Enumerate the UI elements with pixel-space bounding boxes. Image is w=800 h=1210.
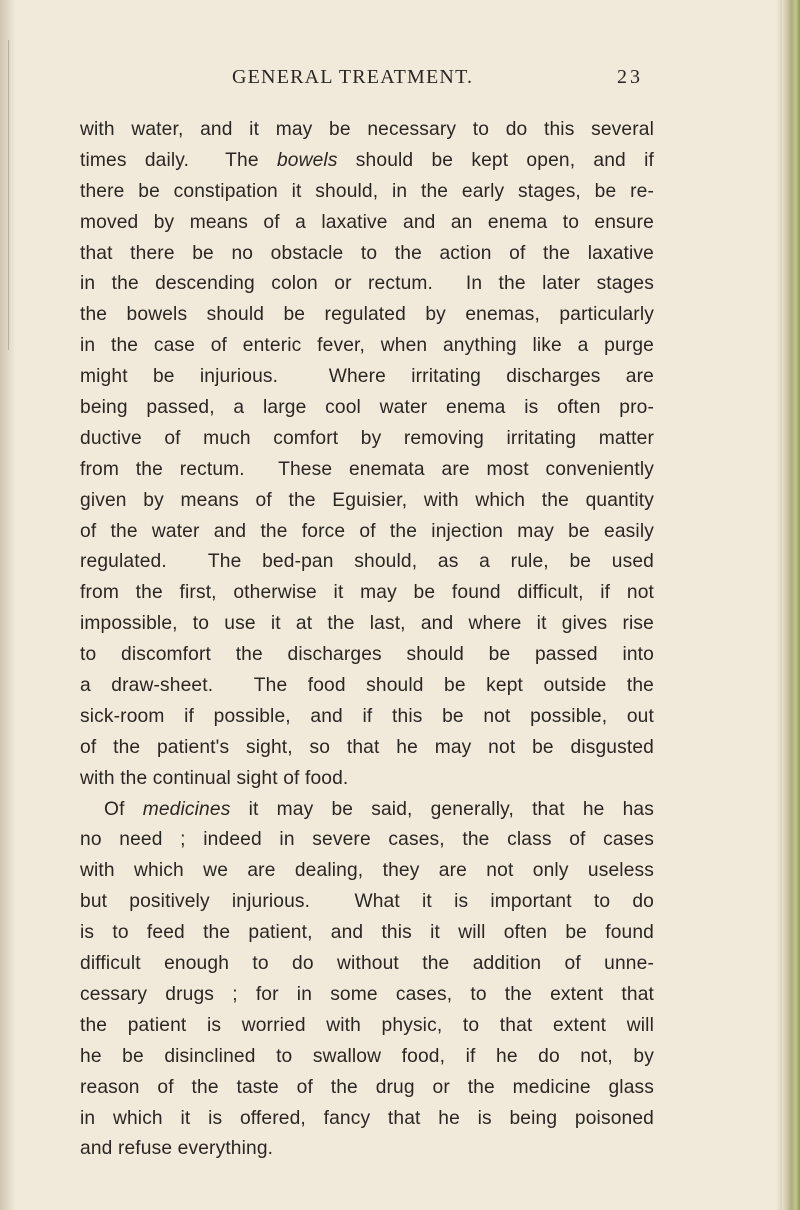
text-line: moved by means of a laxative and an enema to ensure	[80, 211, 654, 233]
body-text	[80, 115, 654, 1165]
running-head	[232, 66, 672, 89]
text-segment: should be kept open, and if	[337, 149, 654, 171]
text-line: the patient is worried with physic, to that extent will	[80, 1014, 654, 1036]
text-line: from the rectum. These enemata are most conveniently	[80, 458, 654, 480]
text-line: in the case of enteric fever, when anything like a purge	[80, 335, 654, 357]
italic-term: bowels	[276, 149, 338, 171]
text-line: with which we are dealing, they are not only useless	[80, 860, 654, 882]
text-line: a draw-sheet. The food should be kept outside the	[80, 675, 654, 697]
page-right-edge	[782, 0, 800, 1210]
page-gutter-line	[8, 40, 9, 350]
text-segment: Of	[104, 798, 143, 820]
text-line: the bowels should be regulated by enemas, particularly	[80, 304, 654, 326]
text-line: of the water and the force of the injection may be easily	[80, 520, 654, 542]
text-line: with water, and it may be necessary to do this several	[80, 119, 654, 140]
text-line: no need ; indeed in severe cases, the class of cases	[80, 829, 654, 851]
text-line: that there be no obstacle to the action of the laxative	[80, 242, 654, 264]
text-line	[80, 146, 654, 177]
page-number: 23	[617, 66, 643, 88]
text-segment: it may be said, generally, that he has	[230, 798, 654, 820]
text-line: to discomfort the discharges should be passed into	[80, 644, 654, 666]
text-segment: times daily. The	[80, 149, 277, 171]
text-line: of the patient's sight, so that he may not be disgusted	[80, 736, 654, 758]
text-line: with the continual sight of food.	[80, 767, 349, 789]
text-line: difficult enough to do without the addition of unne-	[80, 953, 654, 975]
text-line: sick-room if possible, and if this be not possible, out	[80, 705, 654, 727]
text-line	[80, 795, 654, 826]
italic-term: medicines	[142, 798, 231, 820]
text-line: and refuse everything.	[80, 1138, 274, 1160]
text-line: in the descending colon or rectum. In the later stages	[80, 273, 654, 295]
text-line: is to feed the patient, and this it will often be found	[80, 922, 654, 944]
text-line: there be constipation it should, in the early stages, be re-	[80, 180, 654, 202]
text-line: he be disinclined to swallow food, if he do not, by	[80, 1045, 654, 1067]
running-head-title: GENERAL TREATMENT.	[232, 66, 474, 88]
text-line: in which it is offered, fancy that he is being poisoned	[80, 1107, 654, 1129]
text-line: regulated. The bed-pan should, as a rule, be used	[80, 551, 654, 573]
text-line: cessary drugs ; for in some cases, to the extent that	[80, 983, 654, 1005]
text-line: might be injurious. Where irritating discharges are	[80, 366, 654, 388]
text-line: given by means of the Eguisier, with which the quantity	[80, 489, 654, 511]
text-line: ductive of much comfort by removing irritating matter	[80, 427, 654, 449]
text-line: impossible, to use it at the last, and where it gives rise	[80, 613, 654, 635]
text-line: being passed, a large cool water enema is often pro-	[80, 397, 654, 419]
text-line: but positively injurious. What it is important to do	[80, 891, 654, 913]
text-line: reason of the taste of the drug or the medicine glass	[80, 1076, 654, 1098]
text-line: from the first, otherwise it may be found difficult, if not	[80, 582, 654, 604]
